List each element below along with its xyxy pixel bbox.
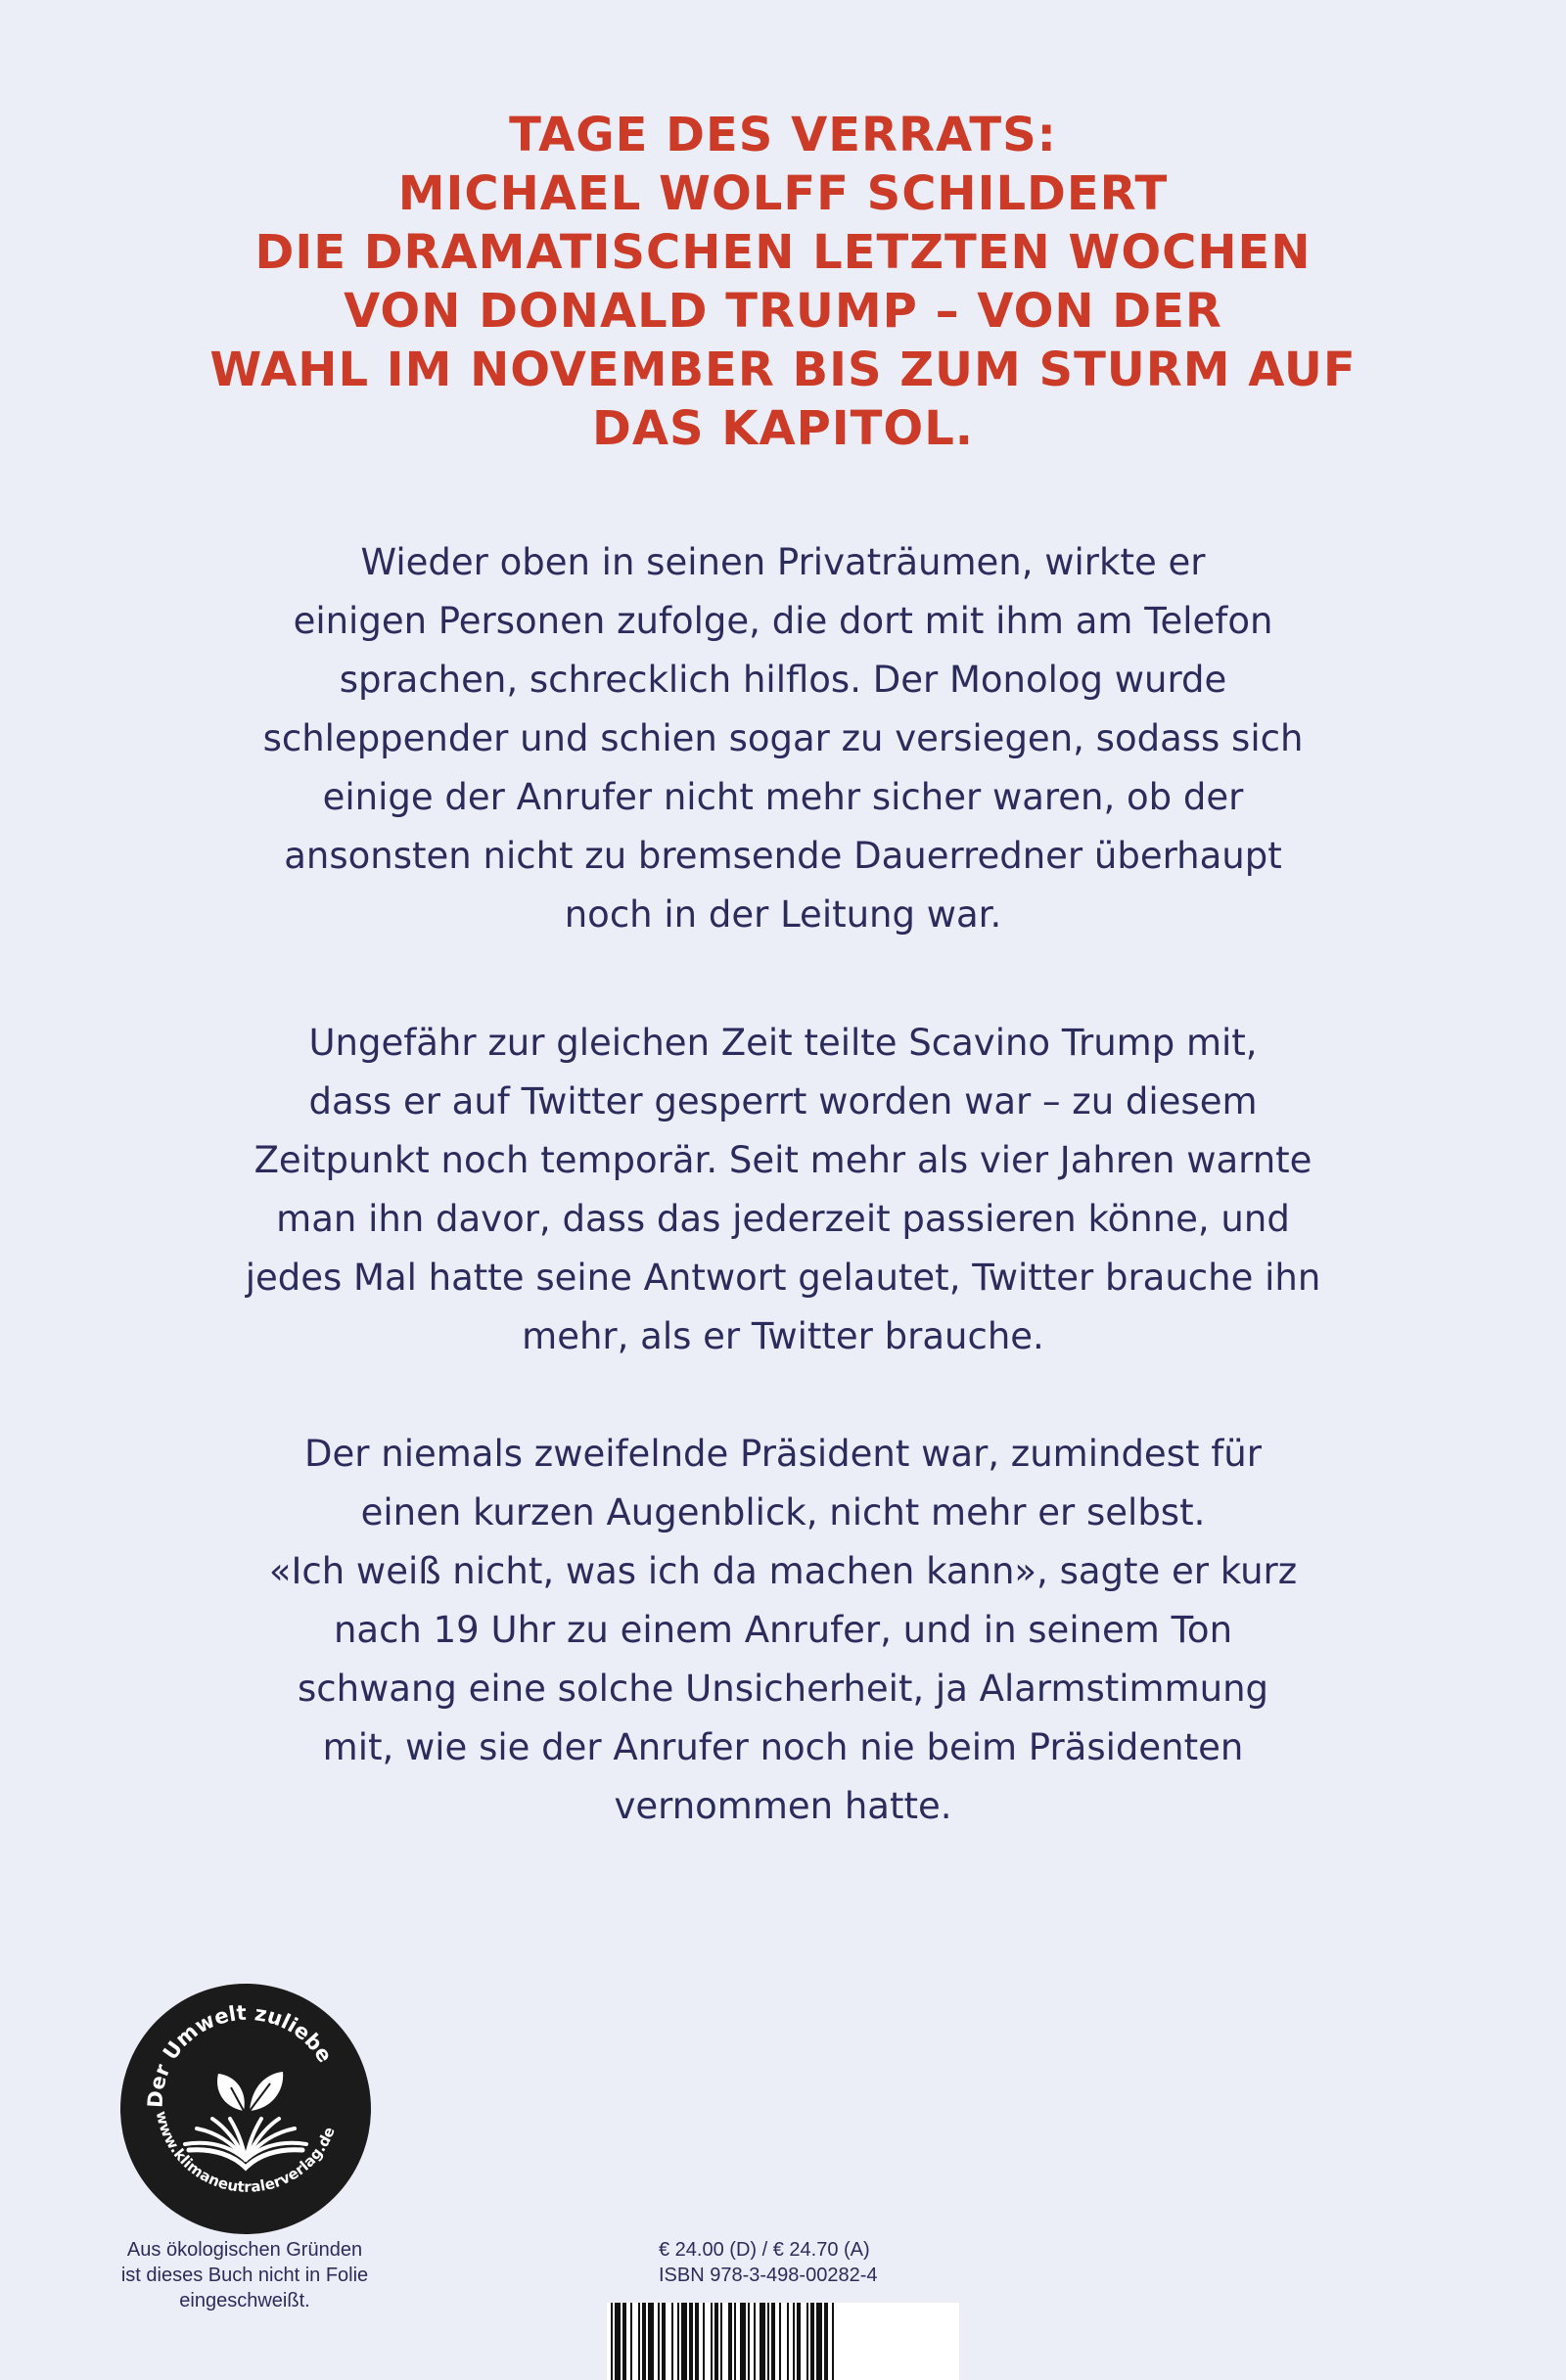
barcode-bar: [771, 2303, 775, 2380]
paragraph-line: Zeitpunkt noch temporär. Seit mehr als vier Jahren warnte: [253, 1139, 1313, 1181]
climate-neutral-seal: [120, 1984, 371, 2234]
eco-note-line: ist dieses Buch nicht in Folie: [120, 2265, 369, 2286]
eco-note-line: Aus ökologischen Gründen: [126, 2239, 363, 2261]
paragraph-line: man ihn davor, dass das jederzeit passieren könne, und: [276, 1198, 1290, 1240]
barcode-bar: [816, 2303, 822, 2380]
barcode-bar: [671, 2303, 673, 2380]
paragraph-line: Der niemals zweifelnde Präsident war, zumindest für: [304, 1433, 1262, 1475]
isbn: ISBN 978-3-498-00282-4: [659, 2265, 878, 2286]
barcode-bar: [754, 2303, 756, 2380]
paragraph-line: mit, wie sie der Anrufer noch nie beim Präsidenten: [322, 1726, 1244, 1768]
barcode-bar: [767, 2303, 769, 2380]
barcode-bar: [677, 2303, 679, 2380]
blurb-paragraph-3: [0, 1425, 1566, 1836]
paragraph-line: schleppender und schien sogar zu versiegen, sodass sich: [262, 717, 1304, 759]
barcode-bar: [832, 2303, 834, 2380]
barcode-bar: [681, 2303, 687, 2380]
paragraph-line: jedes Mal hatte seine Antwort gelautet, Twitter brauche ihn: [245, 1257, 1321, 1299]
seal-top-text: Der Umwelt zuliebe: [143, 2000, 338, 2109]
headline-line: DIE DRAMATISCHEN LETZTEN WOCHEN: [254, 225, 1312, 280]
eco-note: [88, 2237, 401, 2313]
barcode-bar: [711, 2303, 713, 2380]
barcode-bar: [787, 2303, 789, 2380]
headline-line: VON DONALD TRUMP – VON DER: [344, 284, 1222, 339]
barcode-bar: [615, 2303, 621, 2380]
blurb-paragraph-1: [0, 533, 1566, 944]
barcode-bar: [720, 2303, 722, 2380]
barcode-bar: [642, 2303, 646, 2380]
paragraph-line: Wieder oben in seinen Privaträumen, wirkte er: [360, 541, 1206, 583]
barcode-bar: [630, 2303, 632, 2380]
barcode-bar: [658, 2303, 660, 2380]
paragraph-line: sprachen, schrecklich hilflos. Der Monolog wurde: [339, 659, 1227, 701]
barcode-bar: [714, 2303, 718, 2380]
paragraph-line: dass er auf Twitter gesperrt worden war – zu diesem: [308, 1080, 1258, 1122]
barcode-bar: [703, 2303, 705, 2380]
paragraph-line: ansonsten nicht zu bremsende Dauerredner überhaupt: [284, 835, 1282, 877]
barcode-graphic: [607, 2303, 959, 2380]
barcode-bar: [622, 2303, 626, 2380]
paragraph-line: vernommen hatte.: [614, 1785, 952, 1827]
barcode-bar: [824, 2303, 828, 2380]
barcode-bar: [662, 2303, 666, 2380]
seal-bottom-text: www.klimaneutralerverlag.de: [152, 2109, 339, 2196]
barcode: [607, 2303, 959, 2380]
barcode-bar: [734, 2303, 736, 2380]
eco-note-line: eingeschweißt.: [179, 2290, 310, 2311]
paragraph-line: «Ich weiß nicht, was ich da machen kann», sagte er kurz: [268, 1550, 1298, 1592]
headline: [0, 106, 1566, 458]
barcode-bar: [793, 2303, 795, 2380]
barcode-bar: [611, 2303, 613, 2380]
barcode-bar: [748, 2303, 750, 2380]
barcode-bar: [760, 2303, 765, 2380]
barcode-bar: [740, 2303, 746, 2380]
barcode-bar: [648, 2303, 654, 2380]
barcode-bar: [695, 2303, 699, 2380]
blurb-paragraph-2: [0, 1014, 1566, 1366]
barcode-bar: [728, 2303, 732, 2380]
paragraph-line: noch in der Leitung war.: [564, 893, 1002, 936]
headline-line: TAGE DES VERRATS:: [509, 108, 1057, 162]
paragraph-line: nach 19 Uhr zu einem Anrufer, und in seinem Ton: [333, 1609, 1233, 1651]
headline-line: WAHL IM NOVEMBER BIS ZUM STURM AUF: [209, 343, 1357, 397]
paragraph-line: Ungefähr zur gleichen Zeit teilte Scavino Trump mit,: [308, 1022, 1258, 1064]
paragraph-line: einige der Anrufer nicht mehr sicher waren, ob der: [322, 776, 1244, 818]
paragraph-line: mehr, als er Twitter brauche.: [522, 1315, 1044, 1357]
price-block: [659, 2237, 877, 2288]
barcode-bar: [689, 2303, 693, 2380]
headline-line: DAS KAPITOL.: [591, 401, 975, 456]
barcode-bar: [810, 2303, 814, 2380]
barcode-bar: [797, 2303, 801, 2380]
barcode-bar: [806, 2303, 808, 2380]
seal-graphic: [120, 1984, 371, 2234]
paragraph-line: einigen Personen zufolge, die dort mit ihm am Telefon: [293, 600, 1273, 642]
barcode-bar: [779, 2303, 781, 2380]
barcode-bar: [638, 2303, 640, 2380]
paragraph-line: einen kurzen Augenblick, nicht mehr er selbst.: [360, 1491, 1206, 1533]
headline-line: MICHAEL WOLFF SCHILDERT: [397, 166, 1169, 221]
price: € 24.00 (D) / € 24.70 (A): [659, 2239, 870, 2261]
leaf-book-icon: [185, 2072, 306, 2168]
paragraph-line: schwang eine solche Unsicherheit, ja Alarmstimmung: [297, 1668, 1269, 1710]
